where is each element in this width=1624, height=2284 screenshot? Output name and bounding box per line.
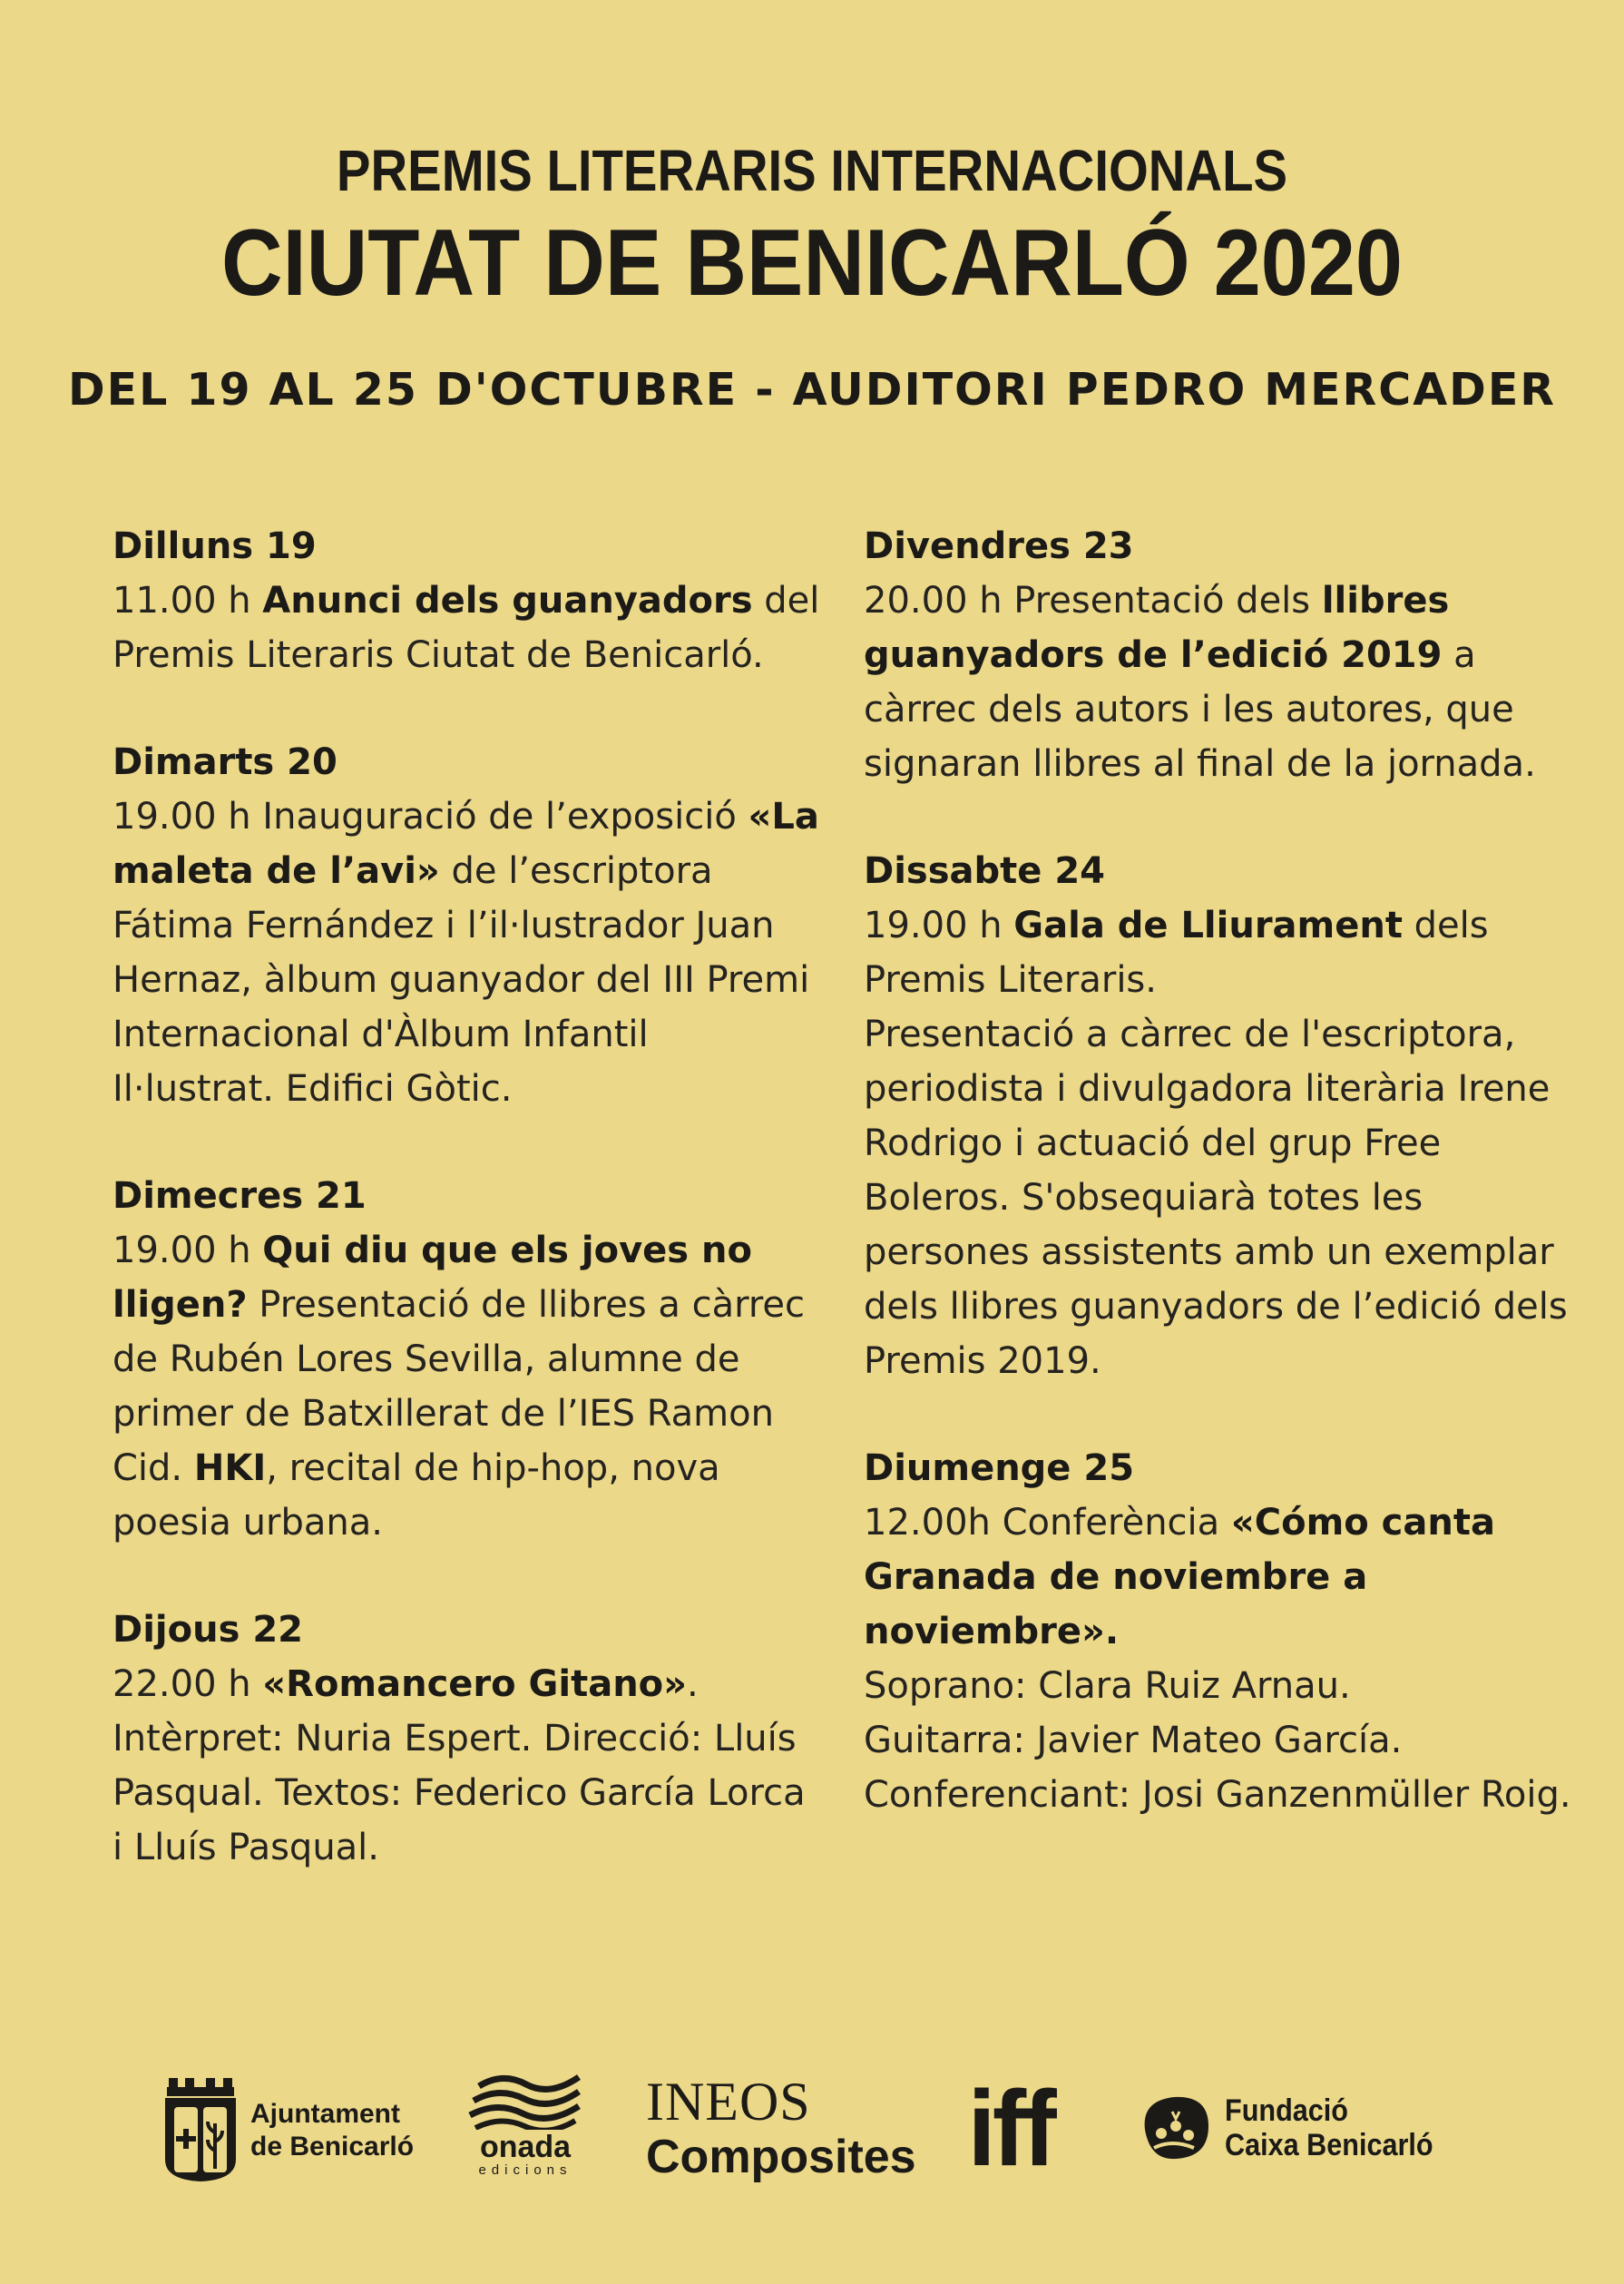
ineos-composites-logo [646,2073,916,2184]
event-description [113,789,820,1116]
event-text: 11.00 h [113,580,263,622]
event-highlight: HKI [193,1447,267,1489]
event-text: del Premis Literaris Ciutat de Benicarló. [113,580,820,676]
ineos-name: INEOS [646,2072,811,2132]
coat-of-arms-icon [163,2078,238,2182]
event-highlight: Qui diu que els joves no lligen? [113,1230,752,1326]
event-text: Presentació a càrrec de l'escriptora, periodista i divulgadora literària Irene Rodrigo i actuació del grup Free Boleros. S'obsequiarà totes les persones assistents amb un exemplar dels llibres guanyadors de l’edició dels Premis 2019. [864,1014,1568,1382]
event-text: 12.00h Conferència [864,1502,1231,1544]
event-text: 20.00 h Presentació dels [864,580,1322,622]
event-day: Dilluns 19 [113,525,317,567]
subtitle-dates-venue: DEL 19 AL 25 D'OCTUBRE - AUDITORI PEDRO MERCADER [67,364,1557,416]
event-text: 19.00 h [864,905,1014,946]
program-column-right [864,519,1571,1875]
title-line-2: CIUTAT DE BENICARLÓ 2020 [221,211,1403,316]
event-description [113,573,820,682]
fundacio-text [1225,2093,1433,2162]
event-text: Guitarra: Javier Mateo García. [864,1720,1403,1761]
event-text: . Intèrpret: Nuria Espert. Direcció: Lluís Pasqual. Textos: Federico García Lorca i Lluís Pasqual. [113,1663,806,1868]
event-dimecres [113,1169,820,1550]
event-highlight: «La maleta de l’avi» [113,796,819,892]
composites-name: Composites [646,2131,916,2183]
ajuntament-text [250,2098,414,2163]
event-day: Dissabte 24 [864,850,1105,892]
event-text: 19.00 h Inauguració de l’exposició [113,796,748,838]
event-dissabte [864,844,1571,1388]
program-column-left [113,519,820,1927]
event-day: Divendres 23 [864,525,1134,567]
onada-sub: edicions [478,2162,572,2178]
event-day: Dijous 22 [113,1609,303,1651]
ajuntament-line-1: Ajuntament [250,2098,400,2129]
event-description [113,1657,820,1875]
poster-header [0,136,1624,417]
event-highlight: Gala de Lliurament [1013,905,1403,946]
event-highlight: Anunci dels guanyadors [262,580,753,622]
event-divendres [864,519,1571,791]
event-text: Presentació de llibres a càrrec de Rubén Lores Sevilla, alumne de primer de Batxillerat de l’IES Ramon Cid. [113,1284,805,1489]
event-description [864,898,1571,1388]
event-text: 22.00 h [113,1663,263,1705]
event-day: Dimecres 21 [113,1175,367,1217]
fundacio-line-2: Caixa Benicarló [1225,2128,1433,2162]
onada-edicions-logo [466,2073,584,2179]
event-text: a càrrec dels autors i les autores, que signaran llibres al final de la jornada. [864,634,1536,785]
event-text: de l’escriptora Fátima Fernández i l’il·lustrador Juan Hernaz, àlbum guanyador del III Premi Internacional d'Àlbum Infantil Il·lustrat. Edifici Gòtic. [113,850,810,1110]
event-text: 19.00 h [113,1230,263,1271]
event-dijous [113,1603,820,1875]
event-description [864,1495,1571,1822]
waves-icon [466,2073,584,2130]
event-day: Dimarts 20 [113,741,338,783]
event-highlight: «Cómo canta Granada de noviembre a noviembre». [864,1502,1495,1652]
event-text: , recital de hip-hop, nova poesia urbana. [113,1447,720,1544]
event-highlight: llibres guanyadors de l’edició 2019 [864,580,1450,676]
event-highlight: «Romancero Gitano» [262,1663,687,1705]
fundacio-emblem-icon [1136,2093,1212,2162]
ajuntament-line-2: de Benicarló [250,2131,415,2161]
title-line-1: PREMIS LITERARIS INTERNACIONALS [336,138,1288,203]
event-text: dels Premis Literaris. [864,905,1489,1001]
iff-logo: iff [967,2069,1053,2189]
sponsor-logos [0,2069,1624,2201]
event-dimarts [113,735,820,1116]
event-day: Diumenge 25 [864,1447,1135,1489]
fundacio-caixa-benicarlo-logo [1136,2093,1456,2162]
event-text: Soprano: Clara Ruiz Arnau. [864,1665,1351,1707]
event-description [864,573,1571,791]
ajuntament-logo [163,2078,414,2182]
event-description [113,1223,820,1550]
fundacio-line-1: Fundació [1225,2093,1348,2128]
event-text: Conferenciant: Josi Ganzenmüller Roig. [864,1774,1571,1816]
event-dilluns [113,519,820,682]
onada-name: onada [479,2130,572,2164]
event-diumenge [864,1441,1571,1822]
